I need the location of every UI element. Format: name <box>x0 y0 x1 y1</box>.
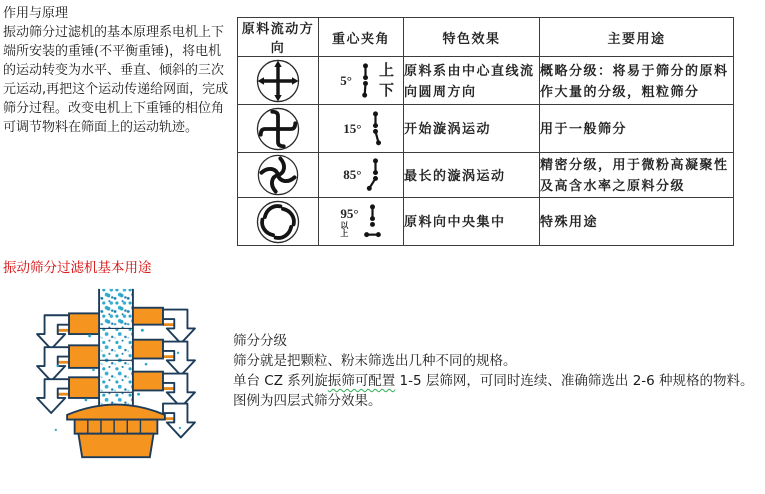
flow-open-pinwheel-icon <box>238 199 318 245</box>
table-row <box>238 57 734 105</box>
weight-angle-glyph <box>356 62 375 99</box>
table-header-row <box>238 18 734 57</box>
flow-strong-swirl-icon <box>238 153 318 197</box>
principle-title: 作用与原理 <box>3 6 69 21</box>
table-row <box>238 105 734 153</box>
description-title: 筛分分级 <box>233 333 287 349</box>
header-effect: 特色效果 <box>404 18 540 57</box>
feed-channel <box>99 289 133 409</box>
machine-base <box>67 405 165 458</box>
effect-cell: 原料系由中心直线流向圆周方向 <box>404 57 540 105</box>
weight-angle-glyph <box>366 110 385 147</box>
effect-cell: 原料向中央集中 <box>404 198 540 246</box>
sieve-machine-illustration <box>22 287 210 466</box>
left-arrow-icon <box>37 315 69 349</box>
upper-weight-label: 上 <box>378 62 394 79</box>
principle-section <box>3 4 232 137</box>
angle-value: 5° <box>340 72 352 88</box>
weight-angle-glyph <box>363 203 382 240</box>
right-arrow-icon <box>163 374 195 408</box>
right-arrow-icon <box>163 404 195 438</box>
use-cell: 精密分级，用于微粉高凝聚性及高含水率之原料分级 <box>540 153 734 198</box>
effect-cell: 开始漩涡运动 <box>404 105 540 153</box>
description-line1: 筛分就是把颗粒、粉末筛选出几种不同的规格。 <box>233 353 517 369</box>
description-line3: 图例为四层式筛分效果。 <box>233 393 382 409</box>
sieving-description <box>233 331 761 411</box>
angle-suffix: 以上 <box>340 220 349 238</box>
left-arrow-icon <box>37 379 69 413</box>
left-arrow-icon <box>37 347 69 381</box>
use-cell: 特殊用途 <box>540 198 734 246</box>
right-arrow-icon <box>163 310 195 344</box>
lower-weight-label: 下 <box>378 82 394 99</box>
spec-table <box>237 17 734 246</box>
weight-angle-glyph <box>366 157 385 194</box>
angle-value: 85° <box>343 167 362 182</box>
table-row <box>238 153 734 198</box>
right-arrow-icon <box>163 342 195 376</box>
flow-radial-cross-icon <box>238 58 318 104</box>
header-flow-direction: 原料流动方向 <box>238 18 319 57</box>
flow-slight-swirl-icon <box>238 106 318 152</box>
angle-value: 15° <box>343 120 362 136</box>
section-heading-basic-uses: 振动筛分过滤机基本用途 <box>3 260 152 276</box>
use-cell: 用于一般筛分 <box>540 105 734 153</box>
angle-value: 95° <box>340 205 359 221</box>
principle-body: 振动筛分过滤机的基本原理系电机上下端所安装的重锤(不平衡重锤)，将电机的运动转变为水平、垂直、倾斜的三次元运动,再把这个运动传递给网面，完成筛分过程。改变电机上下重锤的相位角可调节物料在筛面上的运动轨迹。 <box>3 25 229 135</box>
header-gravity-angle: 重心夹角 <box>319 18 404 57</box>
four-layer-sieve-diagram <box>22 287 210 461</box>
grammar-check-underline: 振筛可配置 <box>327 373 396 389</box>
header-main-use: 主要用途 <box>540 18 734 57</box>
table-row <box>238 198 734 246</box>
effect-cell: 最长的漩涡运动 <box>404 153 540 198</box>
weight-position-labels <box>379 63 394 99</box>
description-line2: 单台 CZ 系列旋振筛可配置 1-5 层筛网，可同时连续、准确筛选出 2-6 种规格的物料。 <box>233 373 754 389</box>
use-cell: 概略分级：将易于筛分的原料作大量的分级，粗粒筛分 <box>540 57 734 105</box>
